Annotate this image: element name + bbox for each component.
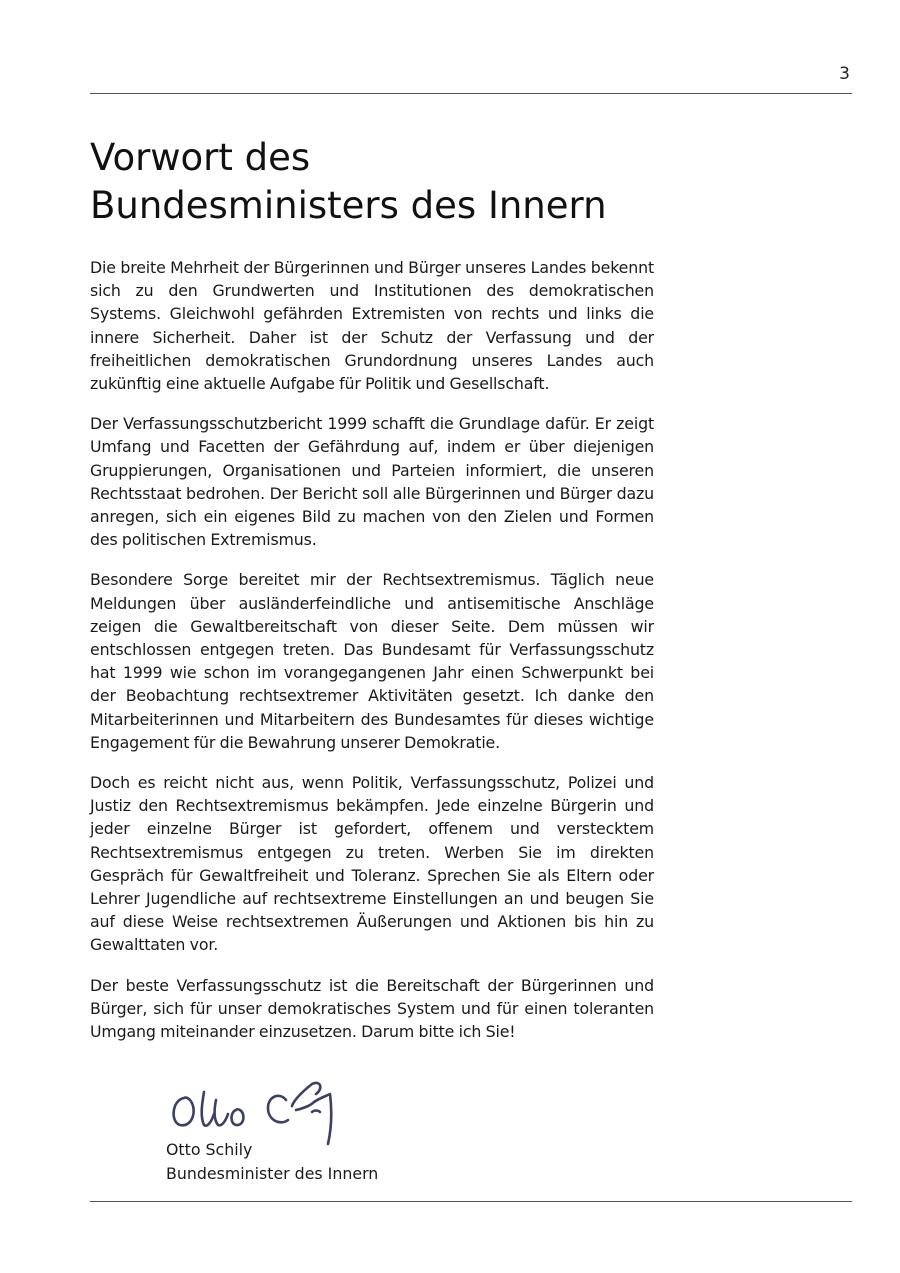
paragraph-5: Der beste Verfassungsschutz ist die Bereitschaft der Bürgerinnen und Bürger, sich für unser demokratisches System und für einen toleranten Umgang miteinander einzusetzen. Darum bitte ich Sie! xyxy=(90,975,654,1042)
page-title xyxy=(90,134,790,230)
paragraph-1: Die breite Mehrheit der Bürgerinnen und Bürger unseres Landes bekennt sich zu den Grundwerten und Institutionen des demokratischen Systems. Gleichwohl gefährden Extremisten von rechts und links die innere Sicherheit. Daher ist der Schutz der Verfassung und der freiheitlichen demokratischen Grundordnung unseres Landes auch zukünftig eine aktuelle Aufgabe für Politik und Gesellschaft. xyxy=(90,258,654,394)
bottom-divider xyxy=(90,1201,852,1202)
page-title-line-2: Bundesministers des Innern xyxy=(90,184,607,227)
page-title-line-1: Vorwort des xyxy=(90,136,311,179)
paragraph-2: Der Verfassungsschutzbericht 1999 schafft die Grundlage dafür. Er zeigt Umfang und Facetten der Gefährdung auf, indem er über diejenigen Gruppierungen, Organisationen und Parteien informiert, die unseren Rechtsstaat bedrohen. Der Bericht soll alle Bürgerinnen und Bürger dazu anregen, sich ein eigenes Bild zu machen von den Zielen und Formen des politischen Extremismus. xyxy=(90,414,654,550)
signer-title: Bundesminister des Innern xyxy=(166,1163,379,1183)
signer-name: Otto Schily xyxy=(166,1140,253,1159)
paragraph-3: Besondere Sorge bereitet mir der Rechtsextremismus. Täglich neue Meldungen über ausländerfeindliche und antisemitische Anschläge zeigen die Gewaltbereitschaft von dieser Seite. Dem müssen wir entschlossen entgegen treten. Das Bundesamt für Verfassungsschutz hat 1999 wie schon im vorangegangenen Jahr einen Schwerpunkt bei der Beobachtung rechtsextremer Aktivitäten gesetzt. Ich danke den Mitarbeiterinnen und Mitarbeitern des Bundesamtes für dieses wichtige Engagement für die Bewahrung unserer Demokratie. xyxy=(90,570,654,752)
page-number: 3 xyxy=(839,64,850,84)
top-divider xyxy=(90,93,852,94)
foreword-body xyxy=(90,256,654,1060)
signer-block xyxy=(166,1138,378,1185)
paragraph-4: Doch es reicht nicht aus, wenn Politik, Verfassungsschutz, Polizei und Justiz den Rechtsextremismus bekämpfen. Jede einzelne Bürgerin und jeder einzelne Bürger ist gefordert, offenem und verstecktem Rechtsextremismus entgegen zu treten. Werben Sie im direkten Gespräch für Gewaltfreiheit und Toleranz. Sprechen Sie als Eltern oder Lehrer Jugendliche auf rechtsextreme Einstellungen an und beugen Sie auf diese Weise rechtsextremen Äußerungen und Aktionen bis hin zu Gewalttaten vor. xyxy=(90,773,654,955)
